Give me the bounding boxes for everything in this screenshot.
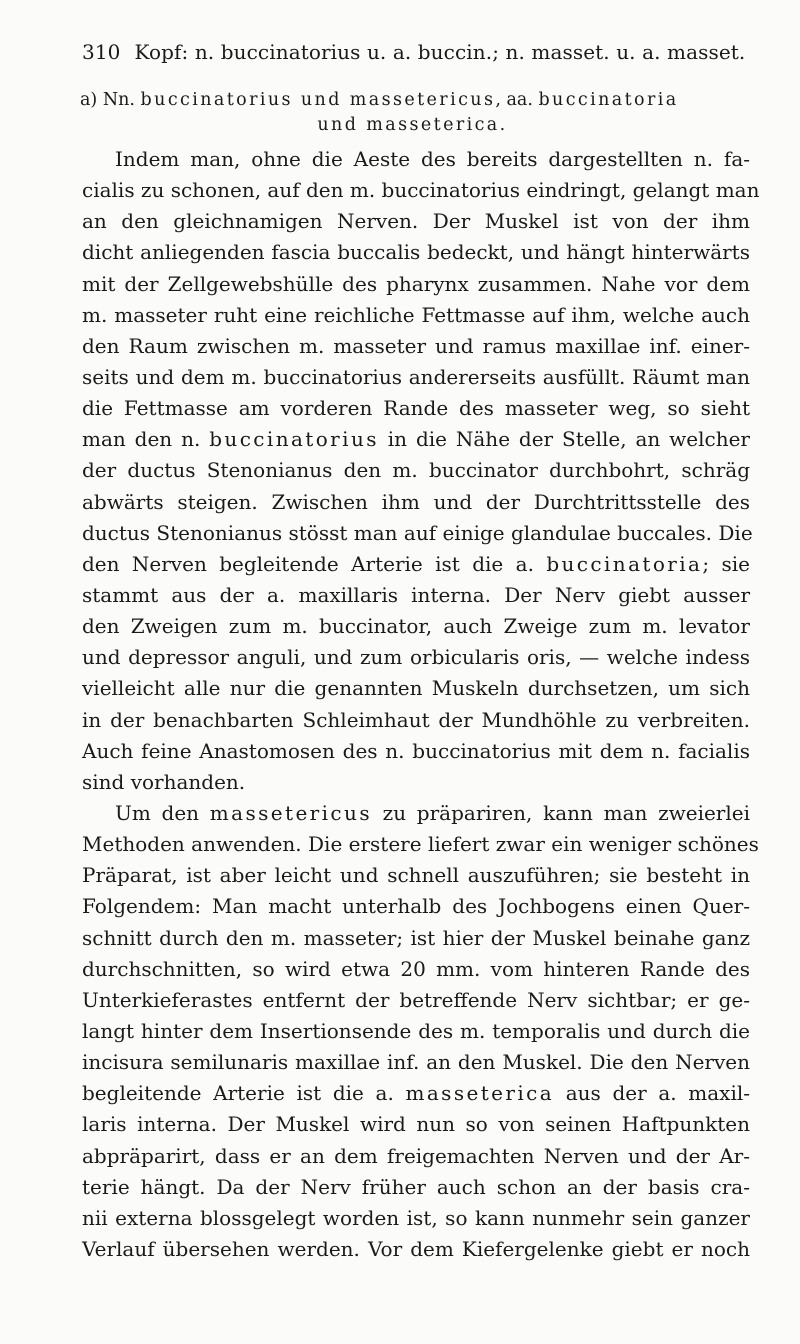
text-line: man den n. buccinatorius in die Nähe der Stelle, an welcher	[82, 427, 750, 452]
text-line: Verlauf übersehen werden. Vor dem Kiefergelenke giebt er noch	[82, 1236, 750, 1261]
text-line: Präparat, ist aber leicht und schnell auszuführen; sie besteht in	[82, 863, 750, 888]
text-line: durchschnitten, so wird etwa 20 mm. vom hinteren Rande des	[82, 956, 750, 981]
page-number: 310	[82, 40, 121, 64]
text-line: terie hängt. Da der Nerv früher auch schon an der basis cra-	[82, 1174, 750, 1199]
text-line: mit der Zellgewebshülle des pharynx zusammen. Nahe vor dem	[82, 271, 750, 296]
section-heading-line-1: a) Nn. buccinatorius und massetericus, aa. buccinatoria	[80, 90, 679, 110]
text-line: den Raum zwischen m. masseter und ramus maxillae inf. einer-	[82, 333, 750, 358]
text-line: in der benachbarten Schleimhaut der Mundhöhle zu verbreiten.	[82, 707, 750, 732]
text-line: nii externa blossgelegt worden ist, so kann nunmehr sein ganzer	[82, 1205, 750, 1230]
text-line: incisura semilunaris maxillae inf. an den Muskel. Die den Nerven	[82, 1050, 750, 1075]
text-line: m. masseter ruht eine reichliche Fettmasse auf ihm, welche auch	[82, 302, 750, 327]
text-line: Indem man, ohne die Aeste des bereits dargestellten n. fa-	[115, 147, 750, 171]
text-line: Methoden anwenden. Die erstere liefert zwar ein weniger schönes	[82, 832, 759, 857]
text-line: abpräparirt, dass er an dem freigemachten Nerven und der Ar-	[82, 1143, 750, 1168]
section-heading-line-2: und masseterica.	[317, 115, 508, 135]
text-line: dicht anliegenden fascia buccalis bedeckt, und hängt hinterwärts	[82, 240, 750, 265]
text-line: an den gleichnamigen Nerven. Der Muskel ist von der ihm	[82, 209, 750, 234]
running-head-title: Kopf: n. buccinatorius u. a. buccin.; n. masset. u. a. masset.	[134, 40, 746, 64]
text-line: die Fettmasse am vorderen Rande des masseter weg, so sieht	[82, 396, 750, 421]
text-line: ductus Stenonianus stösst man auf einige glandulae buccales. Die	[82, 520, 753, 545]
text-line: begleitende Arterie ist die a. masseterica aus der a. maxil-	[82, 1081, 750, 1106]
text-line: der ductus Stenonianus den m. buccinator durchbohrt, schräg	[82, 458, 750, 483]
text-line: Auch feine Anastomosen des n. buccinatorius mit dem n. facialis	[82, 738, 750, 763]
body-text	[82, 144, 760, 1265]
text-line: langt hinter dem Insertionsende des m. temporalis und durch die	[82, 1018, 750, 1043]
text-line: den Zweigen zum m. buccinator, auch Zweige zum m. levator	[82, 614, 750, 639]
text-line: den Nerven begleitende Arterie ist die a. buccinatoria; sie	[82, 551, 750, 576]
text-line: laris interna. Der Muskel wird nun so von seinen Haftpunkten	[82, 1112, 750, 1137]
section-heading	[80, 88, 745, 138]
text-line: stammt aus der a. maxillaris interna. Der Nerv giebt ausser	[82, 582, 750, 607]
text-line: seits und dem m. buccinatorius andererseits ausfüllt. Räumt man	[82, 364, 750, 389]
text-line: abwärts steigen. Zwischen ihm und der Durchtrittsstelle des	[82, 489, 750, 514]
text-line: und depressor anguli, und zum orbicularis oris, — welche indess	[82, 645, 750, 670]
text-line: Folgendem: Man macht unterhalb des Jochbogens einen Quer-	[82, 894, 750, 919]
text-line: schnitt durch den m. masseter; ist hier der Muskel beinahe ganz	[82, 925, 750, 950]
text-line: sind vorhanden.	[82, 769, 246, 794]
text-line: vielleicht alle nur die genannten Muskeln durchsetzen, um sich	[82, 676, 750, 701]
running-head	[82, 40, 746, 64]
text-line: Um den massetericus zu präpariren, kann man zweierlei	[115, 800, 750, 825]
text-line: cialis zu schonen, auf den m. buccinatorius eindringt, gelangt man	[82, 178, 760, 203]
text-line: Unterkieferastes entfernt der betreffende Nerv sichtbar; er ge-	[82, 987, 750, 1012]
